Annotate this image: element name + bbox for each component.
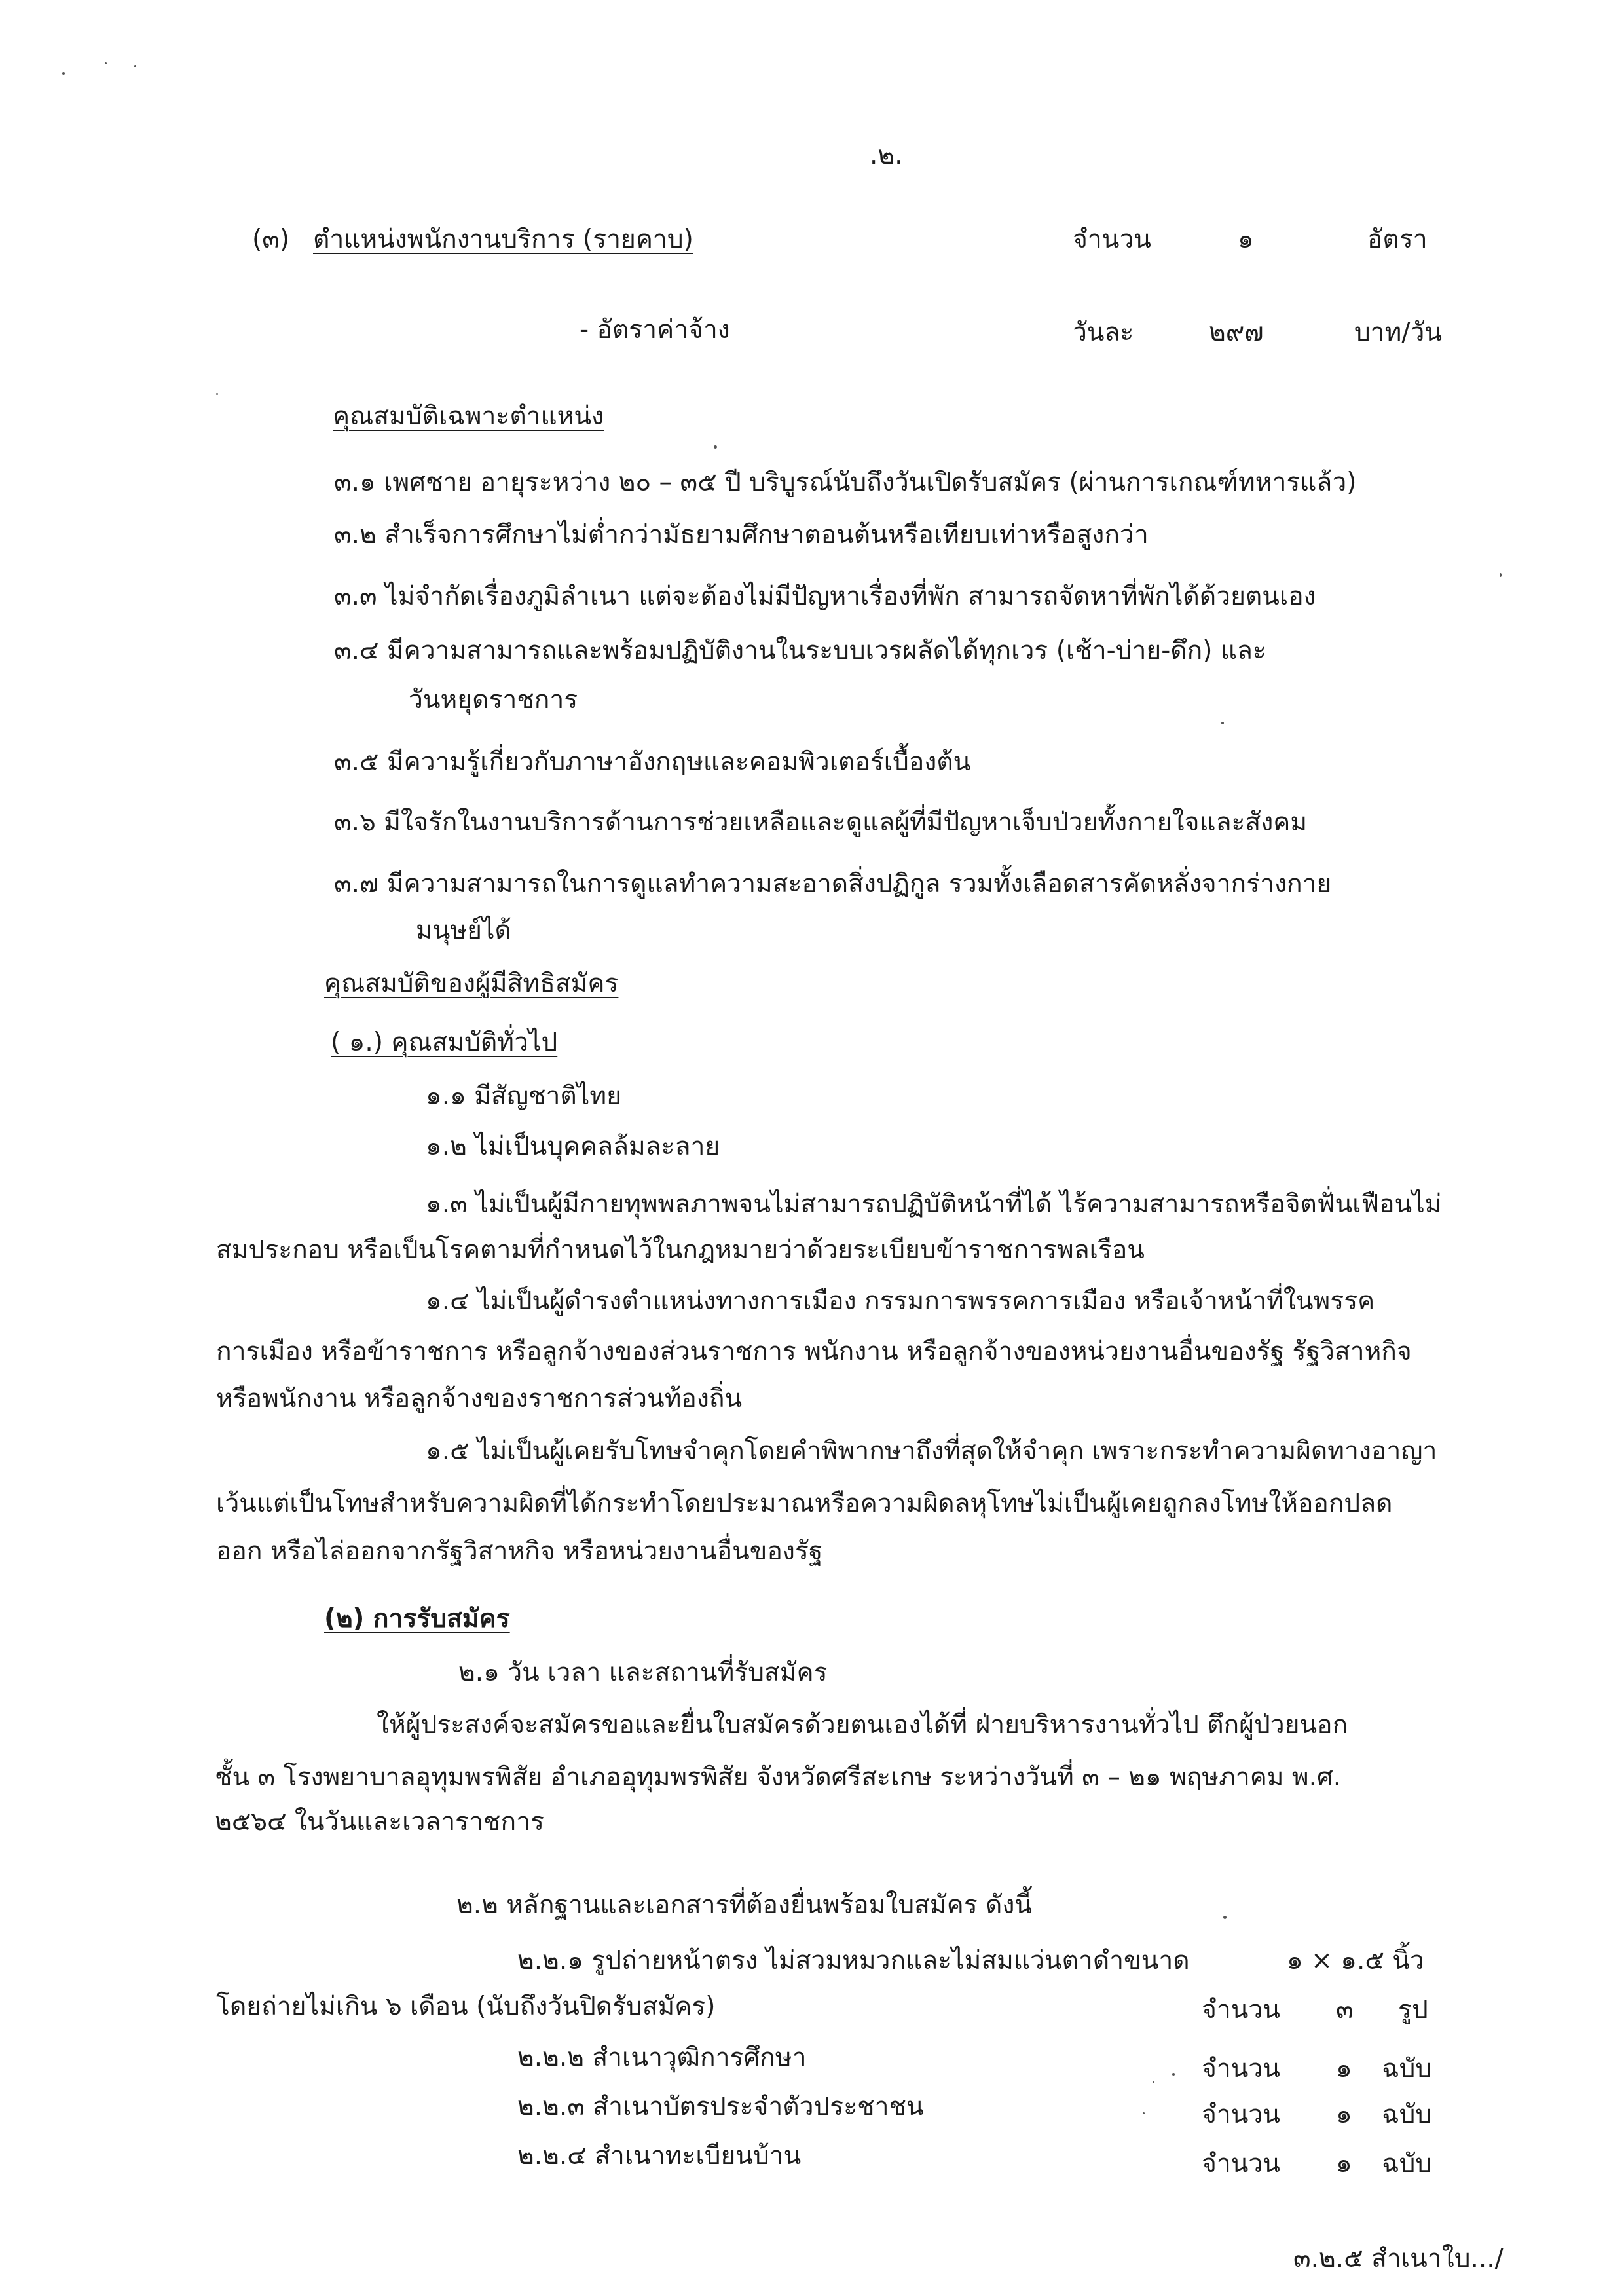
applicant-line: ๑.๔ ไม่เป็นผู้ดำรงตำแหน่งทางการเมือง กรรมการพรรคการเมือง หรือเจ้าหน้าที่ในพรรค (426, 1286, 1375, 1316)
applicant-line: การเมือง หรือข้าราชการ หรือลูกจ้างของส่วนราชการ พนักงาน หรือลูกจ้างของหน่วยงานอื่นของรัฐ รัฐวิสาหกิจ (216, 1337, 1412, 1366)
scan-speck (1221, 722, 1224, 724)
qualification-item: ๓.๖ มีใจรักในงานบริการด้านการช่วยเหลือและดูแลผู้ที่มีปัญหาเจ็บป่วยทั้งกายใจและสังคม (334, 808, 1308, 837)
count-unit: อัตรา (1367, 225, 1428, 254)
applicant-qualifications-heading: คุณสมบัติของผู้มีสิทธิสมัคร (324, 969, 619, 998)
doc-count-qty: ๑ (1336, 2054, 1352, 2083)
applicant-line: ๑.๓ ไม่เป็นผู้มีกายทุพพลภาพจนไม่สามารถปฏิบัติหน้าที่ได้ ไร้ความสามารถหรือจิตฟั่นเฟือนไม่ (426, 1189, 1442, 1219)
scan-speck (1500, 573, 1502, 577)
wage-unit: บาท/วัน (1354, 318, 1443, 347)
qualification-item: ๓.๕ มีความรู้เกี่ยวกับภาษาอังกฤษและคอมพิวเตอร์เบื้องต้น (334, 747, 971, 777)
qualification-item: ๓.๑ เพศชาย อายุระหว่าง ๒๐ – ๓๕ ปี บริบูรณ์นับถึงวันเปิดรับสมัคร (ผ่านการเกณฑ์ทหารแล้ว) (334, 468, 1357, 497)
doc-name: ๒.๒.๓ สำเนาบัตรประจำตัวประชาชน (517, 2092, 924, 2121)
scan-speck (62, 72, 65, 75)
application-sub-2: ๒.๒ หลักฐานและเอกสารที่ต้องยื่นพร้อมใบสมัคร ดังนี้ (456, 1890, 1033, 1920)
doc-name: ๒.๒.๔ สำเนาทะเบียนบ้าน (517, 2141, 802, 2171)
applicant-line: ออก หรือไล่ออกจากรัฐวิสาหกิจ หรือหน่วยงานอื่นของรัฐ (216, 1537, 823, 1566)
doc-count-unit: ฉบับ (1382, 2100, 1432, 2129)
applicant-line: สมประกอบ หรือเป็นโรคตามที่กำหนดไว้ในกฎหมายว่าด้วยระเบียบข้าราชการพลเรือน (216, 1235, 1145, 1265)
scan-speck (1172, 2073, 1175, 2076)
scan-speck (105, 62, 107, 64)
wage-value: ๒๙๗ (1209, 318, 1264, 347)
scan-speck (1153, 2081, 1154, 2083)
applicant-line: หรือพนักงาน หรือลูกจ้างของราชการส่วนท้องถิ่น (216, 1384, 743, 1413)
wage-label: - อัตราค่าจ้าง (580, 315, 730, 345)
qualification-item-cont: มนุษย์ได้ (416, 916, 511, 945)
scan-speck (714, 445, 717, 449)
qualification-item-cont: วันหยุดราชการ (409, 685, 578, 715)
page-number: .๒. (870, 141, 903, 170)
applicant-line: เว้นแต่เป็นโทษสำหรับความผิดที่ได้กระทำโดยประมาณหรือความผิดลหุโทษไม่เป็นผู้เคยถูกลงโทษให้ออกปลด (216, 1489, 1393, 1518)
general-qualifications-heading: ( ๑.) คุณสมบัติทั่วไป (331, 1028, 558, 1057)
specific-qualifications-heading: คุณสมบัติเฉพาะตำแหน่ง (333, 401, 604, 431)
position-title: ตำแหน่งพนักงานบริการ (รายคาบ) (313, 225, 693, 254)
application-para-line: ให้ผู้ประสงค์จะสมัครขอและยื่นใบสมัครด้วยตนเองได้ที่ ฝ่ายบริหารงานทั่วไป ตึกผู้ป่วยนอก (377, 1710, 1348, 1740)
applicant-line: ๑.๒ ไม่เป็นบุคคลล้มละลาย (426, 1132, 720, 1161)
scan-speck (1143, 2112, 1145, 2114)
count-label: จำนวน (1073, 225, 1151, 254)
photo-line: ๒.๒.๑ รูปถ่ายหน้าตรง ไม่สวมหมวกและไม่สมแว่นตาดำขนาด (517, 1946, 1190, 1975)
doc-count-qty: ๓ (1336, 1995, 1354, 2024)
qualification-item: ๓.๔ มีความสามารถและพร้อมปฏิบัติงานในระบบเวรผลัดได้ทุกเวร (เช้า-บ่าย-ดึก) และ (334, 636, 1266, 665)
application-sub-1: ๒.๑ วัน เวลา และสถานที่รับสมัคร (458, 1658, 828, 1687)
photo-size: ๑ × ๑.๕ นิ้ว (1287, 1946, 1424, 1975)
doc-count-label: จำนวน (1202, 1995, 1280, 2024)
doc-count-unit: ฉบับ (1382, 2054, 1432, 2083)
wage-period: วันละ (1073, 318, 1134, 347)
doc-count-label: จำนวน (1202, 2100, 1280, 2129)
doc-count-label: จำนวน (1202, 2149, 1280, 2178)
doc-count-qty: ๑ (1336, 2100, 1352, 2129)
position-index: (๓) (252, 225, 290, 254)
doc-count-unit: รูป (1398, 1995, 1428, 2024)
scan-speck (216, 393, 218, 395)
qualification-item: ๓.๒ สำเร็จการศึกษาไม่ต่ำกว่ามัธยามศึกษาตอนต้นหรือเทียบเท่าหรือสูงกว่า (334, 520, 1149, 550)
application-para-line: ชั้น ๓ โรงพยาบาลอุทุมพรพิสัย อำเภออุทุมพรพิสัย จังหวัดศรีสะเกษ ระหว่างวันที่ ๓ – ๒๑ พฤษภาคม พ.ศ. (215, 1763, 1342, 1792)
continuation-note: ๓.๒.๕ สำเนาใบ.../ (1293, 2244, 1504, 2273)
count-value: ๑ (1238, 225, 1254, 254)
photo-line-cont: โดยถ่ายไม่เกิน ๖ เดือน (นับถึงวันปิดรับสมัคร) (216, 1992, 716, 2021)
qualification-item: ๓.๓ ไม่จำกัดเรื่องภูมิลำเนา แต่จะต้องไม่มีปัญหาเรื่องที่พัก สามารถจัดหาที่พักได้ด้วยตนเอง (334, 582, 1316, 611)
applicant-line: ๑.๑ มีสัญชาติไทย (426, 1081, 621, 1111)
doc-count-label: จำนวน (1202, 2054, 1280, 2083)
doc-count-qty: ๑ (1336, 2149, 1352, 2178)
qualification-item: ๓.๗ มีความสามารถในการดูแลทำความสะอาดสิ่งปฏิกูล รวมทั้งเลือดสารคัดหลั่งจากร่างกาย (334, 869, 1332, 899)
doc-name: ๒.๒.๒ สำเนาวุฒิการศึกษา (517, 2043, 807, 2072)
application-heading: (๒) การรับสมัคร (324, 1604, 510, 1633)
doc-count-unit: ฉบับ (1382, 2149, 1432, 2178)
applicant-line: ๑.๕ ไม่เป็นผู้เคยรับโทษจำคุกโดยคำพิพากษาถึงที่สุดให้จำคุก เพราะกระทำความผิดทางอาญา (426, 1436, 1437, 1466)
scan-speck (1223, 1916, 1227, 1919)
application-para-line: ๒๕๖๔ ในวันและเวลาราชการ (215, 1807, 544, 1837)
scan-speck (134, 65, 136, 67)
